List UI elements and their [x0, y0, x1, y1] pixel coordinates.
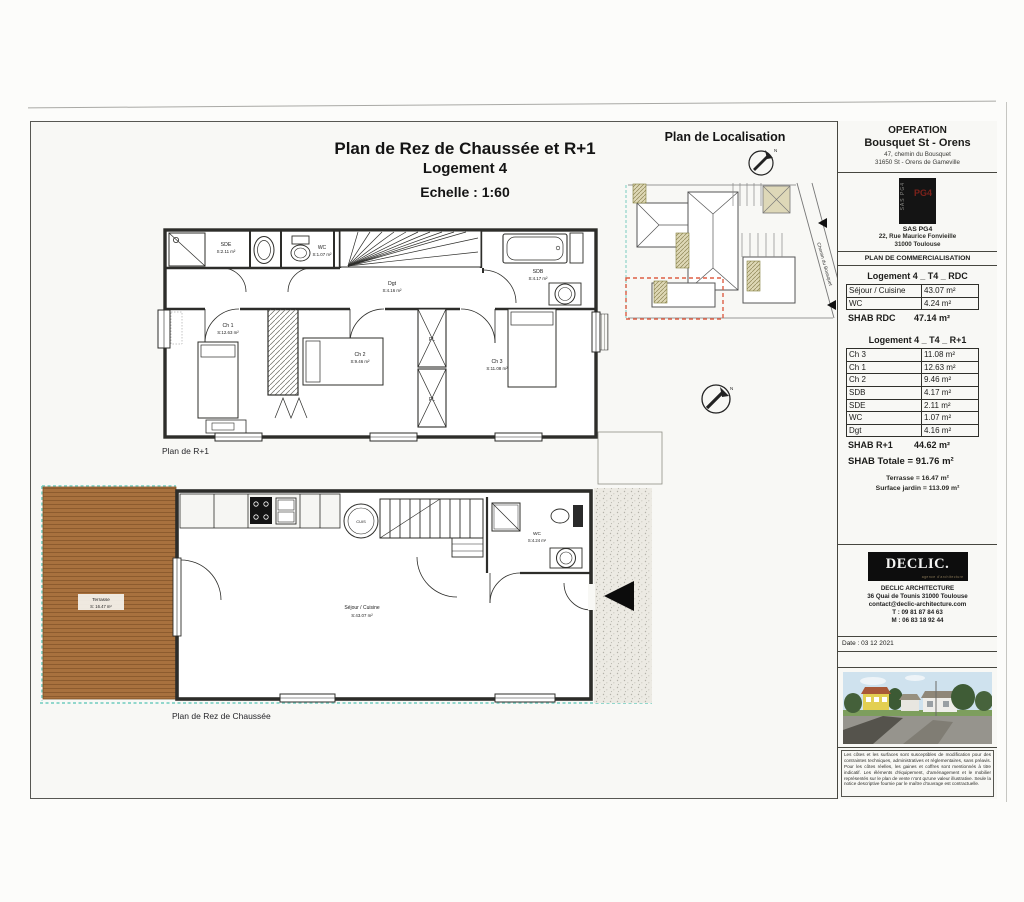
row-value: 12.63 m²: [922, 361, 979, 374]
row-value: 2.11 m²: [922, 399, 979, 412]
title-line2: Logement 4: [422, 160, 508, 177]
room-area-sde: S:2.11 m²: [216, 249, 236, 254]
commercialisation-title: PLAN DE COMMERCIALISATION: [838, 252, 997, 266]
architect-phone: T : 09 81 87 84 63: [892, 609, 943, 617]
bathtub-icon: [503, 234, 567, 263]
row-label: WC: [847, 297, 922, 310]
pg4-logo-vertical-text: SAS PG4: [900, 182, 906, 211]
architect-mobile: M : 06 83 18 92 44: [891, 617, 944, 625]
operation-addr1: 47, chemin du Bousquet: [884, 151, 951, 158]
title-line1: Plan de Rez de Chaussée et R+1: [334, 139, 596, 158]
terrace-label: Terrasse: [92, 597, 110, 602]
room-label-sdb: SDB: [532, 269, 544, 275]
row-label: Séjour / Cuisine: [847, 285, 922, 298]
table-row: [847, 412, 979, 425]
bed-ch1: [198, 342, 238, 418]
empty-row: [838, 652, 997, 668]
compass-n-label: N: [774, 148, 778, 153]
rdc-areas-table: [846, 284, 979, 310]
caption-plan-rdc: Plan de Rez de Chaussée: [172, 711, 271, 721]
caption-plan-r1: Plan de R+1: [162, 446, 210, 456]
date-row: Date : 03 12 2021: [838, 637, 997, 652]
shab-total: [848, 456, 997, 467]
room-area-wc-r1: S:1.07 m²: [312, 252, 332, 257]
row-label: SDB: [847, 386, 922, 399]
room-area-sdb: S:4.17 m²: [528, 276, 548, 281]
storage-square: [492, 503, 520, 531]
row-label: Ch 2: [847, 374, 922, 387]
room-area-ch1: S:12.63 m²: [217, 330, 239, 335]
operation-section: [838, 121, 997, 173]
r1-areas-table: [846, 348, 979, 437]
row-label: Ch 3: [847, 349, 922, 362]
plan-rdc: [40, 486, 652, 703]
extra-surfaces: [838, 474, 997, 494]
pg4-logo-text: PG4: [913, 188, 932, 198]
declic-logo-text: DECLIC.: [885, 556, 950, 572]
shab-total-label: SHAB Totale: [848, 456, 905, 468]
room-area-ch3: S:11.08 m²: [486, 366, 508, 371]
promoter-address: [838, 233, 997, 249]
localisation-title: Plan de Localisation: [664, 130, 786, 144]
operation-label: OPERATION: [888, 125, 947, 136]
shab-r1-total: [848, 440, 997, 450]
shab-rdc-value: 47.14 m²: [914, 313, 951, 324]
page-title: [300, 139, 630, 200]
declic-logo: [868, 552, 968, 581]
north-compass-large: [702, 385, 733, 413]
architect-address: 36 Quai de Tounis 31000 Toulouse: [867, 593, 968, 601]
title-scale: Echelle : 1:60: [420, 184, 510, 200]
shab-total-value: = 91.76 m²: [907, 456, 954, 468]
room-label-ch2: Ch 2: [354, 352, 366, 358]
table-row: [847, 386, 979, 399]
room-area-ch2: S:9.46 m²: [350, 359, 370, 364]
table-row: [847, 399, 979, 412]
r1-table-title: Logement 4 _ T4 _ R+1: [868, 335, 967, 346]
room-label-wc-r1: WC: [317, 245, 327, 251]
table-row: [847, 374, 979, 387]
room-label-ch1: Ch 1: [222, 323, 234, 329]
row-value: 4.24 m²: [922, 297, 979, 310]
shab-rdc-label: SHAB RDC: [848, 313, 896, 324]
room-label-sejour: Séjour / Cuisine: [344, 605, 380, 611]
table-row: [847, 349, 979, 362]
localisation-map: [626, 183, 842, 319]
row-label: Ch 1: [847, 361, 922, 374]
terrace-deck: [43, 487, 176, 699]
closet-label-pl1: PL: [428, 337, 436, 343]
operation-address: [838, 151, 997, 167]
terrasse-surface: Terrasse = 16.47 m²: [886, 475, 949, 483]
table-row: [847, 285, 979, 298]
shab-r1-value: 44.62 m²: [914, 440, 951, 451]
plan-r1: [158, 230, 662, 484]
rdc-table-title: Logement 4 _ T4 _ RDC: [867, 271, 968, 281]
title-block: [837, 121, 997, 799]
table-row: [847, 424, 979, 437]
table-row: [847, 297, 979, 310]
washbasin-icon: [254, 237, 274, 264]
kitchen-column-label: CUIS: [356, 519, 366, 524]
architect-section: [838, 545, 997, 637]
render-image: [843, 672, 992, 744]
room-label-dgt: Dgt: [387, 281, 397, 287]
compass-n-label: N: [730, 386, 734, 391]
row-label: Dgt: [847, 424, 922, 437]
row-value: 4.16 m²: [922, 424, 979, 437]
sdb-vanity-icon: [549, 283, 581, 305]
operation-addr2: 31650 St - Orens de Gameville: [875, 159, 960, 167]
closet-label-pl2: PL: [428, 397, 436, 403]
kitchen-sink-icon: [276, 498, 296, 524]
row-value: 9.46 m²: [922, 374, 979, 387]
disclaimer-text: Les côtes et les surfaces sont susceptibles de modification pour des contraintes techniques, administratives et réglementaires, sans préavis. Pour les côtes réelles, les gaines et coffres sont mentionnés à titre indicatif. Les éléments d'équipement, d'aménagement et le mobilier représentés sur le plan de vente n'ont qu'une valeur illustrative. Seule la notice descriptive fournie par le maître d'ouvrage est contractuelle.: [841, 750, 994, 797]
toilet-icon: [291, 236, 310, 261]
room-label-sde: SDE: [220, 242, 232, 248]
promoter-addr2: 31000 Toulouse: [894, 241, 941, 249]
north-compass-small: [749, 148, 777, 175]
declic-logo-subtext: agence d'architecture: [921, 575, 964, 579]
room-label-wc-rdc: WC: [533, 532, 541, 537]
table-row: [847, 361, 979, 374]
pg4-logo: [899, 178, 936, 224]
operation-name: Bousquet St - Orens: [864, 137, 971, 149]
room-area-wc-rdc: S:4.24 m²: [527, 538, 547, 543]
room-area-dgt: S:4.16 m²: [382, 288, 402, 293]
promoter-name: SAS PG4: [902, 226, 933, 233]
project-render-photo: [838, 668, 997, 748]
row-label: SDE: [847, 399, 922, 412]
road-label: Chemin du Bousquet: [815, 242, 833, 287]
terrace-area: S: 16.47 m²: [90, 604, 112, 609]
promoter-section: [838, 173, 997, 252]
row-value: 4.17 m²: [922, 386, 979, 399]
row-value: 1.07 m²: [922, 412, 979, 425]
room-label-ch3: Ch 3: [491, 359, 503, 365]
bed-ch2: [303, 338, 383, 385]
stairs-r1: [340, 231, 481, 267]
cooktop-icon: [250, 497, 272, 524]
disclaimer-section: [838, 748, 997, 799]
row-value: 43.07 m²: [922, 285, 979, 298]
row-value: 11.08 m²: [922, 349, 979, 362]
row-label: WC: [847, 412, 922, 425]
architect-name: DECLIC ARCHITECTURE: [880, 585, 955, 592]
closet-hatched: [268, 309, 298, 395]
washbasin-rdc-icon: [550, 548, 582, 568]
entry-gap: [588, 584, 595, 610]
architect-email: contact@declic-architecture.com: [868, 601, 967, 609]
areas-section: [838, 266, 997, 545]
shab-r1-label: SHAB R+1: [848, 440, 893, 451]
shab-rdc-total: [848, 313, 997, 323]
road-arrow-icon: [818, 218, 827, 228]
promoter-addr1: 22, Rue Maurice Fonvieille: [878, 233, 957, 240]
adjoining-roof-outline: [598, 432, 662, 484]
bed-ch3: [508, 309, 556, 387]
room-area-sejour: S:43.07 m²: [351, 613, 373, 618]
jardin-surface: Surface jardin = 113.09 m²: [875, 485, 960, 493]
